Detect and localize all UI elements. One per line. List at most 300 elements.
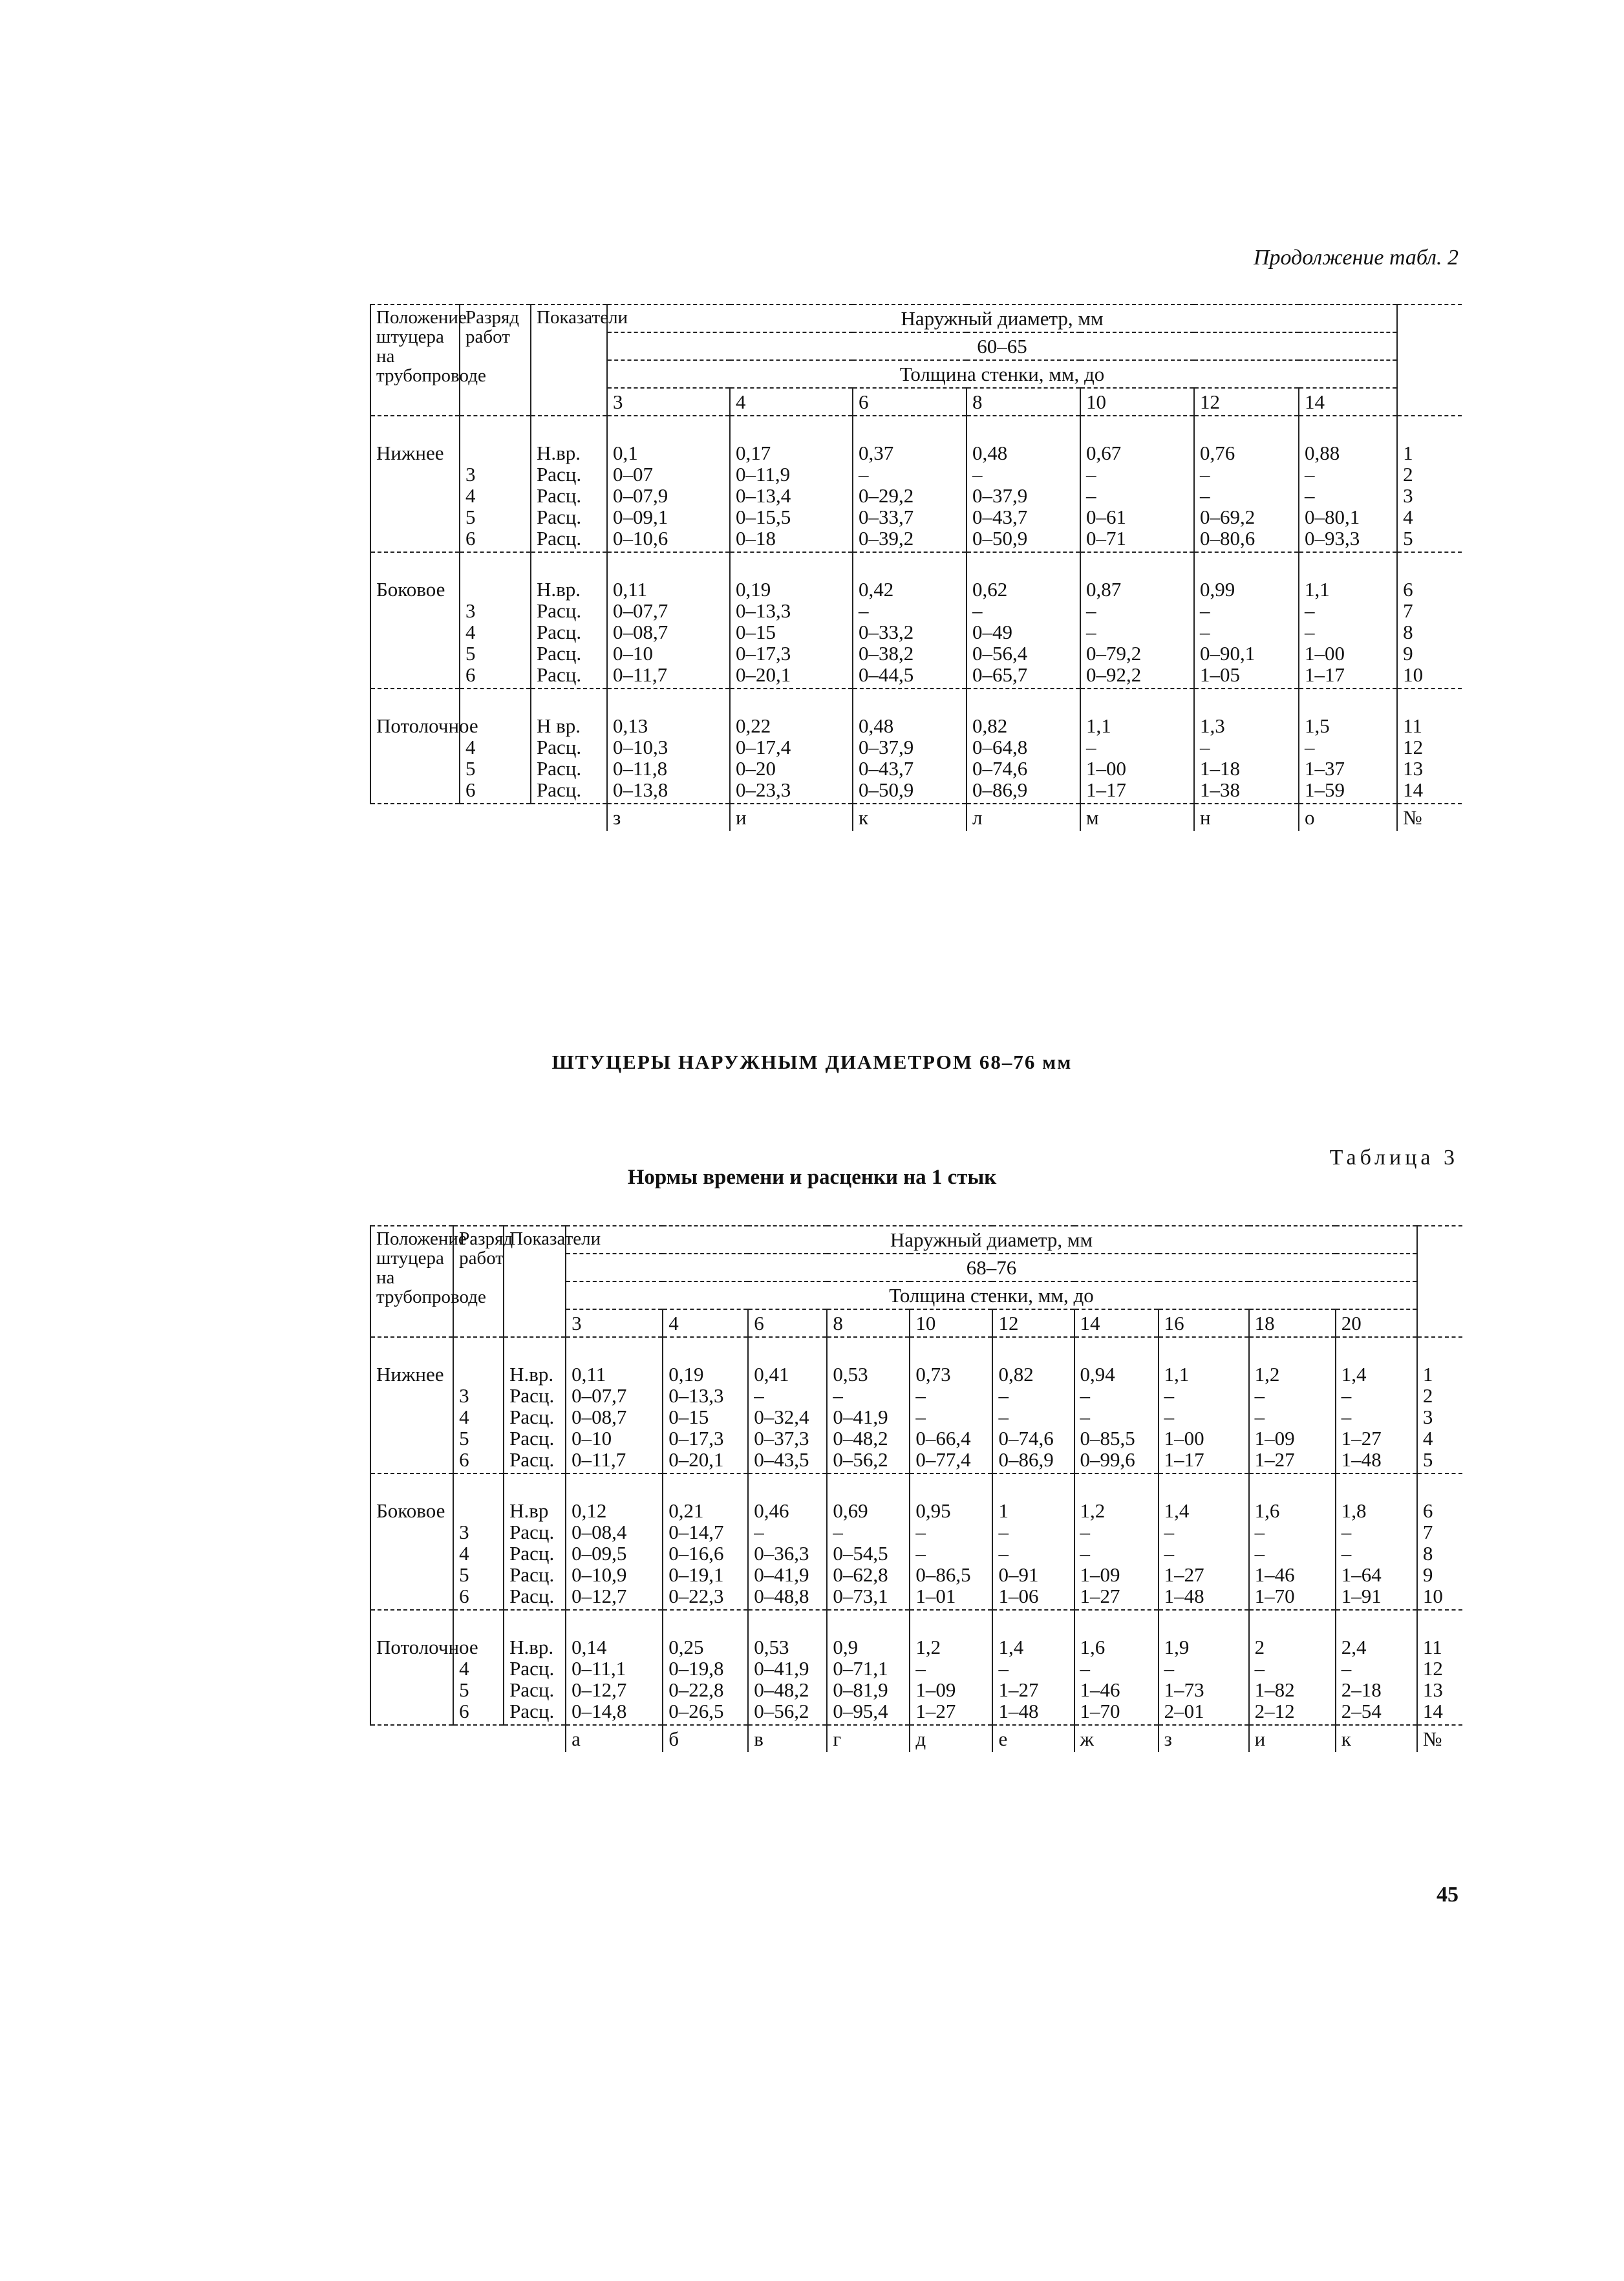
table-row [370, 1337, 1462, 1473]
row-number-cell [1397, 689, 1462, 804]
footer-column-letter: к [853, 804, 967, 831]
value: 0–62,8 [833, 1563, 888, 1586]
position-label: Боковое [376, 578, 445, 601]
row-number: 3 [1403, 484, 1413, 507]
header-diameter-range: 68–76 [566, 1254, 1417, 1281]
row-number: 2 [1403, 463, 1413, 486]
value: 0–48,8 [754, 1585, 809, 1607]
row-number: 9 [1403, 642, 1413, 665]
value: 1–27 [1164, 1563, 1204, 1586]
value: 1–70 [1254, 1585, 1295, 1607]
header-thickness: 6 [853, 388, 967, 416]
table-row [370, 1610, 1462, 1725]
value: 0–20,1 [736, 663, 791, 686]
value-cell [1249, 1337, 1336, 1473]
value: 1–00 [1164, 1427, 1204, 1450]
grade-value: 6 [459, 1585, 469, 1607]
value: 0,13 [613, 714, 648, 737]
value: 0–32,4 [754, 1406, 809, 1428]
value: 0–69,2 [1200, 506, 1255, 528]
grade-value: 6 [465, 663, 476, 686]
value-cell [853, 416, 967, 552]
header-thickness: 16 [1159, 1309, 1249, 1337]
value: – [998, 1542, 1009, 1565]
value: 0–36,3 [754, 1542, 809, 1565]
footer-column-letter: з [1159, 1725, 1249, 1752]
indicator-cell [504, 1337, 566, 1473]
value: 1–01 [915, 1585, 956, 1607]
row-number: 7 [1403, 599, 1413, 622]
row-number: 8 [1422, 1542, 1433, 1565]
value: – [833, 1521, 843, 1543]
grade-value: 5 [459, 1678, 469, 1701]
value: 1–91 [1341, 1585, 1382, 1607]
row-number: 10 [1403, 663, 1424, 686]
value: 0–08,7 [572, 1406, 627, 1428]
value: 0,53 [754, 1636, 789, 1658]
row-number: 11 [1403, 714, 1422, 737]
value: – [754, 1384, 764, 1407]
header-wall-thickness: Толщина стенки, мм, до [566, 1281, 1417, 1309]
value: – [1200, 484, 1210, 507]
value: 0–86,9 [998, 1448, 1054, 1471]
value-cell [992, 1473, 1074, 1610]
value: 0–95,4 [833, 1700, 888, 1722]
row-number: 7 [1422, 1521, 1433, 1543]
value-cell [1194, 416, 1299, 552]
position-label: Нижнее [376, 442, 444, 464]
value: 0,21 [668, 1499, 704, 1522]
indicator-value: Расц. [537, 663, 582, 686]
value: 1,3 [1200, 714, 1225, 737]
value: 0–13,3 [668, 1384, 724, 1407]
value-cell [1080, 689, 1194, 804]
row-number: 13 [1403, 757, 1424, 780]
position-cell [370, 689, 478, 804]
value: 0–74,6 [972, 757, 1028, 780]
value: 1–17 [1305, 663, 1345, 686]
header-thickness: 20 [1336, 1309, 1417, 1337]
value: 0,46 [754, 1499, 789, 1522]
grade-value: 3 [465, 463, 476, 486]
value: – [1200, 736, 1210, 758]
value: 0,14 [572, 1636, 607, 1658]
value-cell [1194, 552, 1299, 689]
value: 0–10,3 [613, 736, 668, 758]
value: 2 [1254, 1636, 1265, 1658]
value: 0,73 [915, 1363, 951, 1386]
value: – [1164, 1384, 1175, 1407]
value: 0,17 [736, 442, 771, 464]
footer-blank [460, 804, 531, 831]
value: – [1305, 463, 1315, 486]
value: 1–59 [1305, 778, 1345, 801]
header-position: Положение штуцера на трубопроводе [370, 1226, 453, 1337]
value: 1–46 [1080, 1678, 1120, 1701]
value: 0–54,5 [833, 1542, 888, 1565]
indicator-value: Расц. [509, 1384, 555, 1407]
value: 0–77,4 [915, 1448, 971, 1471]
value: 0,82 [998, 1363, 1034, 1386]
value: 1,6 [1254, 1499, 1280, 1522]
grade-value [459, 1364, 498, 1385]
value-cell [730, 689, 853, 804]
value: 0,12 [572, 1499, 607, 1522]
value: 0,87 [1086, 578, 1122, 601]
value: 0–50,9 [859, 778, 914, 801]
value: – [1164, 1521, 1175, 1543]
value: – [1200, 621, 1210, 643]
grade-cell [460, 416, 531, 552]
value: 1–73 [1164, 1678, 1204, 1701]
value: 1–27 [1080, 1585, 1120, 1607]
norms-table-60-65 [370, 304, 1462, 831]
value-cell [607, 416, 730, 552]
value-cell [748, 1473, 827, 1610]
value-cell [910, 1473, 992, 1610]
indicator-value: Расц. [509, 1700, 555, 1722]
value: – [1341, 1406, 1352, 1428]
footer-column-letter: б [663, 1725, 748, 1752]
footer-column-letter: о [1299, 804, 1397, 831]
row-number-cell [1397, 552, 1462, 689]
value: – [1164, 1406, 1175, 1428]
value: 0,99 [1200, 578, 1235, 601]
value: 0–66,4 [915, 1427, 971, 1450]
value: – [1080, 1406, 1091, 1428]
value: 2–12 [1254, 1700, 1295, 1722]
footer-column-letter: и [1249, 1725, 1336, 1752]
value: 0–79,2 [1086, 642, 1142, 665]
value: – [1305, 736, 1315, 758]
indicator-value: Расц. [537, 484, 582, 507]
value: – [1254, 1406, 1265, 1428]
indicator-cell [531, 416, 607, 552]
position-cell [370, 552, 460, 689]
footer-blank [504, 1725, 566, 1752]
header-thickness: 12 [1194, 388, 1299, 416]
value: 0,41 [754, 1363, 789, 1386]
value: – [1254, 1657, 1265, 1680]
row-number: 14 [1422, 1700, 1443, 1722]
value: – [915, 1521, 926, 1543]
value: – [915, 1657, 926, 1680]
grade-value: 6 [459, 1700, 469, 1722]
value: 0–17,3 [668, 1427, 724, 1450]
footer-column-letter: к [1336, 1725, 1417, 1752]
indicator-value: Расц. [509, 1542, 555, 1565]
value-cell [730, 416, 853, 552]
header-number-blank [1417, 1226, 1462, 1337]
position-label: Нижнее [376, 1363, 444, 1386]
value: 1 [998, 1499, 1009, 1522]
grade-value: 4 [459, 1406, 469, 1428]
value: 0–20 [736, 757, 776, 780]
row-number: 5 [1422, 1448, 1433, 1471]
value-cell [1299, 552, 1397, 689]
value: – [1080, 1384, 1091, 1407]
value-cell [1159, 1473, 1249, 1610]
value: 0–15 [736, 621, 776, 643]
grade-value: 5 [459, 1563, 469, 1586]
value-cell [1249, 1473, 1336, 1610]
indicator-value: Н.вр. [537, 578, 581, 601]
value: – [1200, 599, 1210, 622]
value: 0–07,7 [613, 599, 668, 622]
header-wall-thickness: Толщина стенки, мм, до [607, 360, 1397, 388]
value-cell [1194, 689, 1299, 804]
indicator-value: Расц. [509, 1657, 555, 1680]
value: 0–80,1 [1305, 506, 1360, 528]
value: 0–14,7 [668, 1521, 724, 1543]
value: 0,42 [859, 578, 894, 601]
value: 0–81,9 [833, 1678, 888, 1701]
position-cell [370, 1610, 478, 1725]
value: – [1086, 599, 1096, 622]
value: – [1086, 736, 1096, 758]
footer-blank [370, 1725, 453, 1752]
position-label: Боковое [376, 1499, 445, 1522]
indicator-value: Н.вр. [509, 1636, 554, 1658]
grade-value: 4 [459, 1657, 469, 1680]
value: 0–12,7 [572, 1678, 627, 1701]
header-thickness: 6 [748, 1309, 827, 1337]
value: – [972, 463, 983, 486]
value: 1,1 [1305, 578, 1330, 601]
position-label: Потолочное [376, 714, 478, 737]
value: 0,1 [613, 442, 638, 464]
header-thickness: 3 [566, 1309, 663, 1337]
row-number: 9 [1422, 1563, 1433, 1586]
row-number: 8 [1403, 621, 1413, 643]
row-number: 10 [1422, 1585, 1443, 1607]
value: 0–11,8 [613, 757, 668, 780]
value: – [1080, 1542, 1091, 1565]
header-indicators: Показатели [531, 305, 607, 416]
indicator-value: Расц. [537, 757, 582, 780]
row-number: 12 [1403, 736, 1424, 758]
value: 0,67 [1086, 442, 1122, 464]
value: – [915, 1406, 926, 1428]
indicator-value: Расц. [537, 621, 582, 643]
value-cell [663, 1337, 748, 1473]
value: 0–11,9 [736, 463, 791, 486]
value: 1–06 [998, 1585, 1039, 1607]
indicator-value: Расц. [509, 1678, 555, 1701]
value: 1–00 [1086, 757, 1126, 780]
value: 0–10,9 [572, 1563, 627, 1586]
value-cell [1159, 1337, 1249, 1473]
position-cell [370, 1473, 453, 1610]
row-number: 13 [1422, 1678, 1443, 1701]
value: – [1086, 463, 1096, 486]
value: 1–48 [998, 1700, 1039, 1722]
indicator-value: Расц. [509, 1585, 555, 1607]
value: 0–43,7 [859, 757, 914, 780]
value: 1,1 [1164, 1363, 1190, 1386]
value: – [1341, 1542, 1352, 1565]
value-cell [967, 689, 1080, 804]
value-cell [992, 1337, 1074, 1473]
value: 0–16,6 [668, 1542, 724, 1565]
value-cell [1336, 1473, 1417, 1610]
header-thickness: 14 [1299, 388, 1397, 416]
value: – [915, 1542, 926, 1565]
value-cell [853, 552, 967, 689]
value: – [998, 1657, 1009, 1680]
indicator-value: Расц. [537, 599, 582, 622]
value: 0–65,7 [972, 663, 1028, 686]
value: 0–15,5 [736, 506, 791, 528]
row-number: 4 [1403, 506, 1413, 528]
grade-value: 5 [459, 1427, 469, 1450]
footer-blank [370, 804, 460, 831]
value-cell [748, 1337, 827, 1473]
value: 0–74,6 [998, 1427, 1054, 1450]
value-cell [1074, 1610, 1159, 1725]
header-thickness: 4 [663, 1309, 748, 1337]
indicator-value: Н.вр [509, 1499, 549, 1522]
value: 1–38 [1200, 778, 1240, 801]
value: – [1305, 484, 1315, 507]
grade-value: 4 [459, 1542, 469, 1565]
row-number: 6 [1422, 1499, 1433, 1522]
value: 1–27 [1254, 1448, 1295, 1471]
row-number-cell [1417, 1610, 1462, 1725]
value: – [1305, 621, 1315, 643]
value: 1,2 [1254, 1363, 1280, 1386]
value-cell [853, 689, 967, 804]
position-cell [370, 416, 460, 552]
value-cell [730, 552, 853, 689]
value-cell [1299, 416, 1397, 552]
value: 1–27 [1341, 1427, 1382, 1450]
value: 0,94 [1080, 1363, 1115, 1386]
grade-value: 4 [465, 621, 476, 643]
norms-table-68-76 [370, 1225, 1462, 1752]
value: 0–07,7 [572, 1384, 627, 1407]
value: 1–27 [915, 1700, 956, 1722]
row-number: 3 [1422, 1406, 1433, 1428]
value: – [1254, 1521, 1265, 1543]
indicator-value: Н.вр. [509, 1363, 554, 1386]
indicator-value: Расц. [537, 642, 582, 665]
value: 0–50,9 [972, 527, 1028, 550]
value-cell [827, 1337, 910, 1473]
value: 1,5 [1305, 714, 1330, 737]
value: 1–09 [1080, 1563, 1120, 1586]
indicator-value: Расц. [509, 1521, 555, 1543]
continuation-caption: Продолжение табл. 2 [1253, 246, 1458, 270]
header-number-blank [1397, 305, 1462, 416]
header-thickness: 8 [827, 1309, 910, 1337]
header-thickness: 8 [967, 388, 1080, 416]
table-row [370, 1473, 1462, 1610]
value: 0–99,6 [1080, 1448, 1135, 1471]
value: 0–71 [1086, 527, 1126, 550]
value: 1–18 [1200, 757, 1240, 780]
header-grade: Разряд работ [460, 305, 531, 416]
footer-column-letter: м [1080, 804, 1194, 831]
indicator-value: Н.вр. [537, 442, 581, 464]
grade-value [465, 442, 525, 464]
value: 0,53 [833, 1363, 868, 1386]
value: 0,11 [613, 578, 648, 601]
header-thickness: 4 [730, 388, 853, 416]
value: 0–41,9 [754, 1657, 809, 1680]
value: 0–93,3 [1305, 527, 1360, 550]
value: 0,19 [668, 1363, 704, 1386]
value: – [859, 599, 869, 622]
value: 0–43,7 [972, 506, 1028, 528]
value: 0,62 [972, 578, 1008, 601]
value: 0–90,1 [1200, 642, 1255, 665]
value: 0–15 [668, 1406, 709, 1428]
value: 0–71,1 [833, 1657, 888, 1680]
value: – [1254, 1384, 1265, 1407]
value: 0–33,2 [859, 621, 914, 643]
value: – [998, 1406, 1009, 1428]
grade-value: 4 [465, 484, 476, 507]
value: 0,82 [972, 714, 1008, 737]
value: 1,2 [1080, 1499, 1106, 1522]
value: 0–10 [613, 642, 653, 665]
value: 0–08,4 [572, 1521, 627, 1543]
value: 1–48 [1341, 1448, 1382, 1471]
indicator-cell [531, 552, 607, 689]
value: 0,9 [833, 1636, 859, 1658]
value: 0–86,9 [972, 778, 1028, 801]
value: 1,4 [1341, 1363, 1367, 1386]
value: – [859, 463, 869, 486]
indicator-value: Расц. [537, 527, 582, 550]
value: – [833, 1384, 843, 1407]
header-thickness: 14 [1074, 1309, 1159, 1337]
indicator-value: Расц. [537, 463, 582, 486]
value: 2–54 [1341, 1700, 1382, 1722]
header-position: Положение штуцера на трубопроводе [370, 305, 460, 416]
value: 1,9 [1164, 1636, 1190, 1658]
indicator-cell [504, 1610, 566, 1725]
value: 0–23,3 [736, 778, 791, 801]
value: 0–86,5 [915, 1563, 971, 1586]
grade-cell [460, 689, 531, 804]
position-label: Потолочное [376, 1636, 478, 1658]
value-cell [827, 1473, 910, 1610]
value: 0–07 [613, 463, 653, 486]
value: 0–48,2 [833, 1427, 888, 1450]
value: 0–37,9 [972, 484, 1028, 507]
value: – [1254, 1542, 1265, 1565]
grade-value: 6 [465, 778, 476, 801]
value: – [915, 1384, 926, 1407]
header-thickness: 3 [607, 388, 730, 416]
value: 0,19 [736, 578, 771, 601]
grade-cell [453, 1337, 504, 1473]
value: 0–08,7 [613, 621, 668, 643]
value: – [1341, 1657, 1352, 1680]
value: 0–49 [972, 621, 1012, 643]
value: 0–20,1 [668, 1448, 724, 1471]
table-row [370, 416, 1462, 552]
value: 1–64 [1341, 1563, 1382, 1586]
value: 0–10 [572, 1427, 612, 1450]
value: 0–14,8 [572, 1700, 627, 1722]
value-cell [967, 416, 1080, 552]
row-number: 1 [1422, 1363, 1433, 1386]
header-thickness: 10 [910, 1309, 992, 1337]
row-number-cell [1417, 1337, 1462, 1473]
